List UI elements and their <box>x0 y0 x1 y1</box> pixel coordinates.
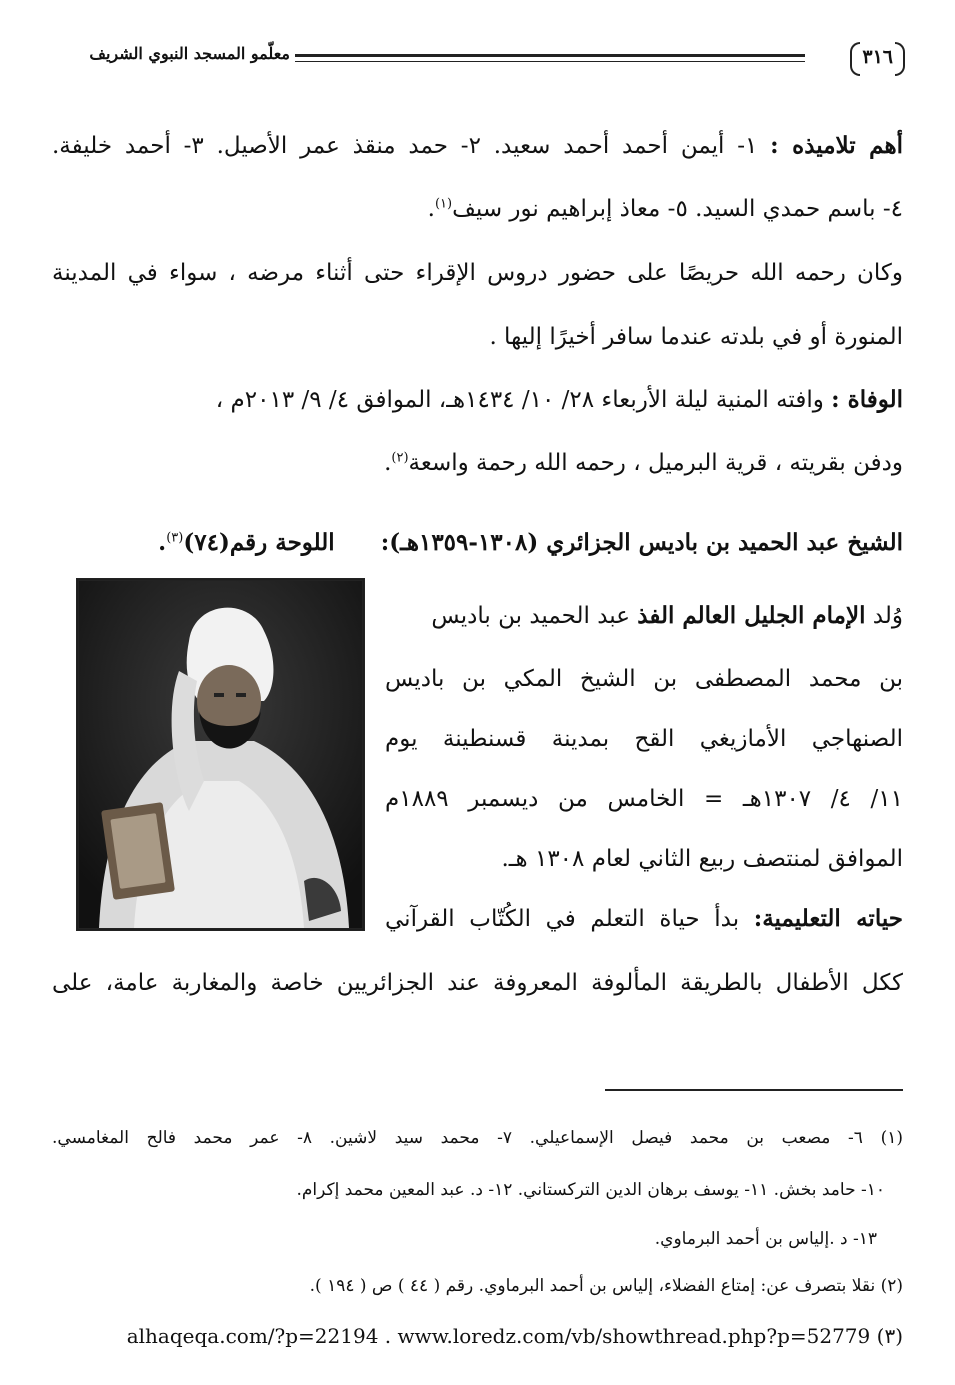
paragraph-1-line-1: وكان رحمه الله حريصًا على حضور دروس الإقراء حتى أثناء مرضه ، سواء في المدينة <box>52 260 903 286</box>
students-text-2: ٤- باسم حمدي السيد. ٥- معاذ إبراهيم نور سيف <box>452 196 903 222</box>
footnote-2: (٢) نقلا بتصرف عن: إمتاع الفضلاء، إلياس بن أحمد البرماوي. رقم ( ٤٤ ) ص ( ١٩٤ ). <box>309 1276 903 1296</box>
plate-number: اللوحة رقم(٧٤) <box>183 529 335 556</box>
bio-bold-title: الإمام الجليل العالم الفذ <box>637 602 866 629</box>
footnote-ref-2: (٢) <box>391 450 409 466</box>
education-line-2: ككل الأطفال بالطريقة المألوفة المعروفة عند الجزائريين خاصة والمغاربة عامة، على <box>52 970 903 996</box>
bio-text-1a: وُلد <box>865 603 903 629</box>
education-text-1: بدأ حياة التعلم في الكُتّاب القرآني <box>385 906 754 932</box>
bio-line-2: بن محمد المصطفى بن الشيخ المكي بن باديس <box>385 666 903 692</box>
footnote-1-line-1: (١) ٦- مصعب بن محمد فيصل الإسماعيلي. ٧- محمد سيد لاشين. ٨- عمر محمد فالح المغامسي. <box>52 1128 903 1148</box>
education-line-1 <box>385 902 903 936</box>
footnote-3-urls: alhaqeqa.com/?p=22194 . www.loredz.com/vb/showthread.php?p=52779 <box>126 1324 871 1348</box>
students-line-1 <box>52 129 903 163</box>
death-line-2 <box>384 446 903 480</box>
portrait-photo <box>76 578 365 931</box>
students-text-1: ١- أيمن أحمد أحمد سعيد. ٢- حمد منقذ عمر الأصيل. ٣- أحمد خليفة. <box>52 133 758 159</box>
footnote-3-label: (٣) <box>876 1324 903 1348</box>
bio-text-1b: عبد الحميد بن باديس <box>431 603 638 629</box>
death-line-2-end: . <box>384 450 392 476</box>
footnote-1-line-2: ١٠- حامد بخش. ١١- يوسف برهان الدين التركستاني. ١٢- د. عبد المعين محمد إكرام. <box>296 1180 885 1200</box>
footnote-ref-3: (٣) <box>166 530 184 546</box>
footnote-separator <box>605 1089 903 1091</box>
death-label: الوفاة : <box>831 386 903 413</box>
students-label: أهم تلاميذه : <box>770 132 904 159</box>
section-title: الشيخ عبد الحميد بن باديس الجزائري (١٣٠٨-١٣٥٩هـ): <box>380 529 903 556</box>
bio-line-3: الصنهاجي الأمازيغي القح بمدينة قسنطينة يوم <box>385 726 903 752</box>
header-rule <box>295 54 805 62</box>
page-number: ٣١٦ <box>850 38 905 76</box>
education-label: حياته التعليمية: <box>753 905 903 932</box>
section-heading <box>158 526 903 560</box>
footnote-3 <box>127 1323 903 1349</box>
students-line-2 <box>428 192 903 226</box>
bio-line-5: الموافق لمنتصف ربيع الثاني لعام ١٣٠٨ هـ. <box>501 846 903 872</box>
bio-line-1 <box>431 599 903 633</box>
death-text-1: وافته المنية ليلة الأربعاء ٢٨/ ١٠/ ١٤٣٤هـ، الموافق ٤/ ٩/ ٢٠١٣م ، <box>215 387 824 413</box>
book-title: معلّمو المسجد النبوي الشريف <box>89 44 290 63</box>
students-line-2-end: . <box>427 196 435 222</box>
page-header <box>89 38 905 78</box>
paragraph-1-line-2: المنورة أو في بلدته عندما سافر أخيرًا إليها . <box>489 324 903 350</box>
plate-end: . <box>158 529 167 556</box>
death-line-1 <box>216 383 903 417</box>
footnote-1-line-3: ١٣- د .إلياس بن أحمد البرماوي. <box>654 1229 877 1249</box>
death-text-2: ودفن بقريته ، قرية البرميل ، رحمه الله رحمة واسعة <box>408 450 903 476</box>
portrait-image <box>79 581 362 928</box>
bio-line-4: ١١/ ٤/ ١٣٠٧هـ = الخامس من ديسمبر ١٨٨٩م <box>385 786 903 812</box>
footnote-ref-1: (١) <box>434 196 453 212</box>
